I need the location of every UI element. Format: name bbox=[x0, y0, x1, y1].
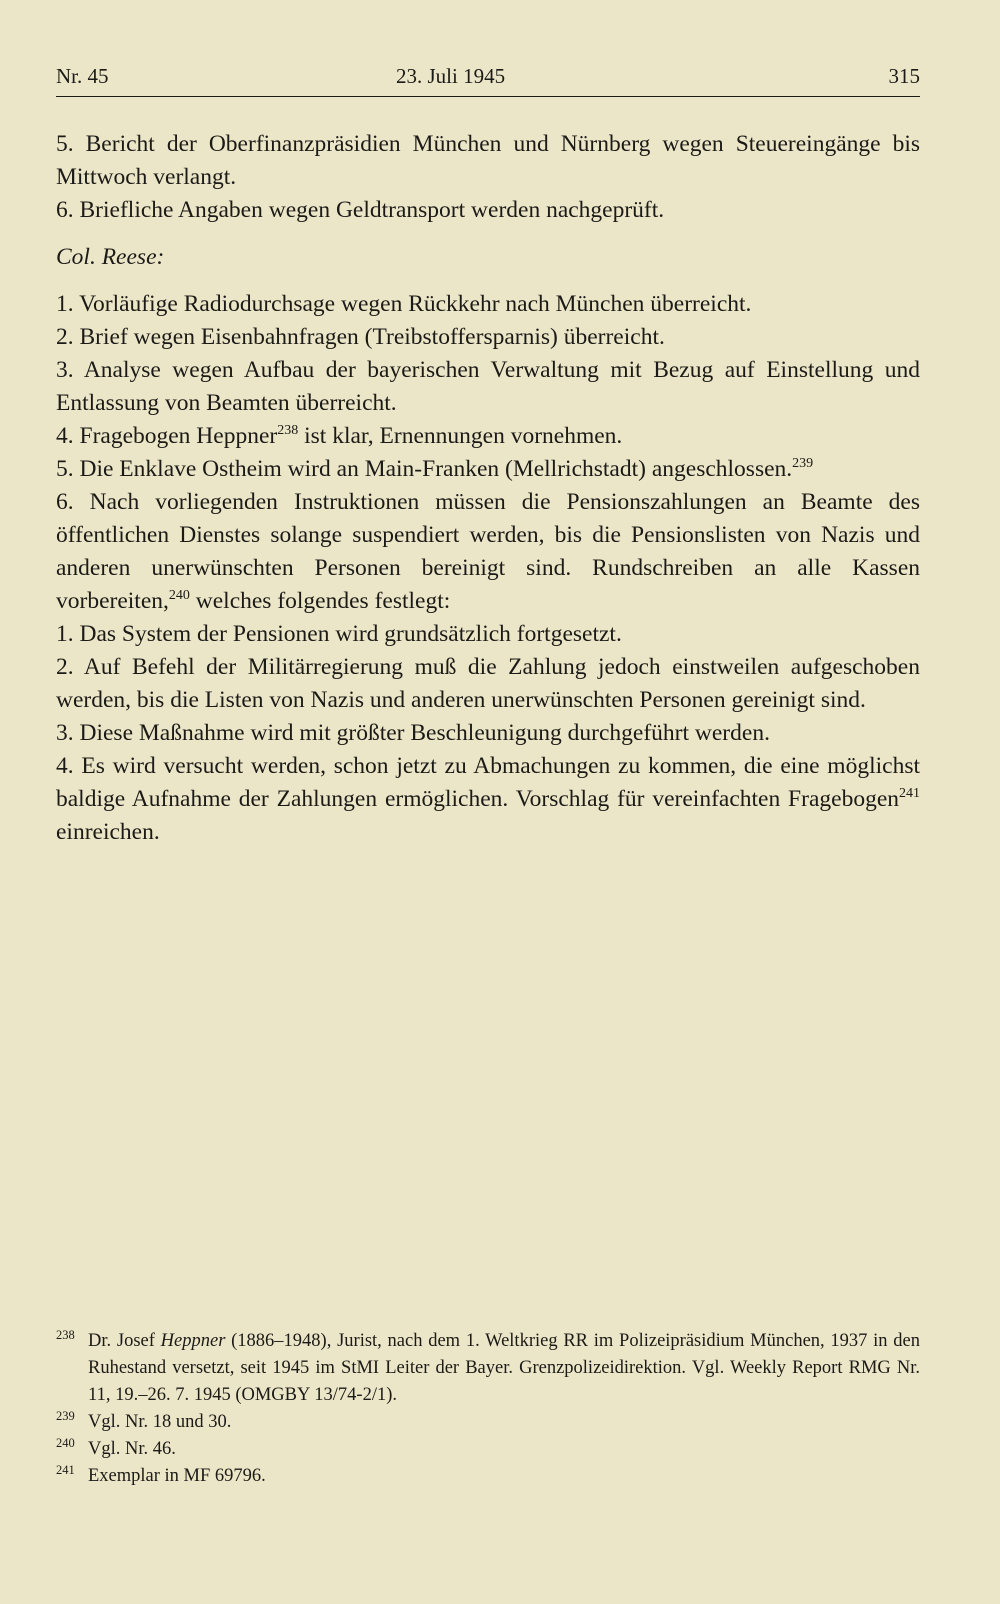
paragraph-text: einreichen. bbox=[56, 819, 160, 845]
footnote-240 bbox=[56, 1436, 920, 1463]
paragraph-text: ist klar, Ernennungen vornehmen. bbox=[298, 423, 623, 449]
footnote-ref: 238 bbox=[277, 423, 299, 438]
footnote-239 bbox=[56, 1409, 920, 1436]
paragraph-reese-4 bbox=[56, 420, 920, 453]
footnote-number: 241 bbox=[56, 1463, 75, 1477]
subitem-4 bbox=[56, 750, 920, 849]
footnote-238 bbox=[56, 1328, 920, 1409]
footnote-text: Vgl. Nr. 18 und 30. bbox=[88, 1412, 232, 1432]
running-header bbox=[56, 64, 920, 97]
subitem-2: 2. Auf Befehl der Militärregierung muß die Zahlung jedoch einstweilen aufgeschoben werden, bis die Listen von Nazis und anderen unerwünschten Personen gereinigt sind. bbox=[56, 654, 920, 713]
paragraph-reese-5 bbox=[56, 453, 920, 486]
footnote-number: 239 bbox=[56, 1409, 75, 1423]
footnote-number: 238 bbox=[56, 1328, 75, 1342]
footnote-person-name: Heppner bbox=[160, 1331, 226, 1351]
paragraph-item-6: 6. Briefliche Angaben wegen Geldtransport werden nachgeprüft. bbox=[56, 197, 665, 223]
paragraph-item-5: 5. Bericht der Oberfinanzpräsidien München und Nürnberg wegen Steuereingänge bis Mittwoch verlangt. bbox=[56, 131, 920, 190]
paragraph-text: 4. Es wird versucht werden, schon jetzt zu Abmachungen zu kommen, die eine möglichst baldige Aufnahme der Zahlungen ermöglichen. Vorschlag für vereinfachten Fragebogen bbox=[56, 753, 920, 812]
paragraph-reese-2: 2. Brief wegen Eisenbahnfragen (Treibstoffersparnis) überreicht. bbox=[56, 324, 665, 350]
paragraph-reese-3: 3. Analyse wegen Aufbau der bayerischen Verwaltung mit Bezug auf Einstellung und Entlassung von Beamten überreicht. bbox=[56, 357, 920, 416]
footnote-ref: 240 bbox=[168, 588, 190, 603]
page-number: 315 bbox=[888, 64, 920, 88]
footnote-ref: 241 bbox=[899, 786, 920, 801]
footnote-text: Vgl. Nr. 46. bbox=[88, 1439, 176, 1459]
body-text bbox=[56, 128, 920, 849]
speaker-label: Col. Reese: bbox=[56, 244, 165, 270]
paragraph-reese-1: 1. Vorläufige Radiodurchsage wegen Rückkehr nach München überreicht. bbox=[56, 291, 752, 317]
footnote-ref: 239 bbox=[792, 456, 814, 471]
footnote-number: 240 bbox=[56, 1436, 75, 1450]
paragraph-reese-6 bbox=[56, 486, 920, 618]
paragraph-text: 6. Nach vorliegenden Instruktionen müssen die Pensionszahlungen an Beamte des öffentlichen Dienstes solange suspendiert werden, bis die Pensionslisten von Nazis und anderen unerwünschten Personen bereinigt sind. Rundschreiben an alle Kassen vorbereiten, bbox=[56, 489, 920, 614]
subitem-3: 3. Diese Maßnahme wird mit größter Beschleunigung durchgeführt werden. bbox=[56, 720, 770, 746]
footnote-text: Dr. Josef bbox=[88, 1331, 161, 1351]
header-date: 23. Juli 1945 bbox=[396, 64, 506, 88]
paragraph-text: 4. Fragebogen Heppner bbox=[56, 423, 278, 449]
footnotes bbox=[56, 1328, 920, 1490]
footnote-241 bbox=[56, 1463, 920, 1490]
footnote-text: Exemplar in MF 69796. bbox=[88, 1466, 266, 1486]
document-number: Nr. 45 bbox=[56, 64, 109, 88]
footnote-text: (1886–1948), Jurist, nach dem 1. Weltkrieg RR im Polizeipräsidium München, 1937 in den Ruhestand versetzt, seit 1945 im StMI Leiter der Bayer. Grenzpolizeidirektion. Vgl. Weekly Report RMG Nr. 11, 19.–26. 7. 1945 (OMGBY 13/74-2/1). bbox=[88, 1331, 920, 1405]
paragraph-text: welches folgendes festlegt: bbox=[189, 588, 451, 614]
paragraph-text: 5. Die Enklave Ostheim wird an Main-Franken (Mellrichstadt) angeschlossen. bbox=[56, 456, 793, 482]
subitem-1: 1. Das System der Pensionen wird grundsätzlich fortgesetzt. bbox=[56, 621, 622, 647]
